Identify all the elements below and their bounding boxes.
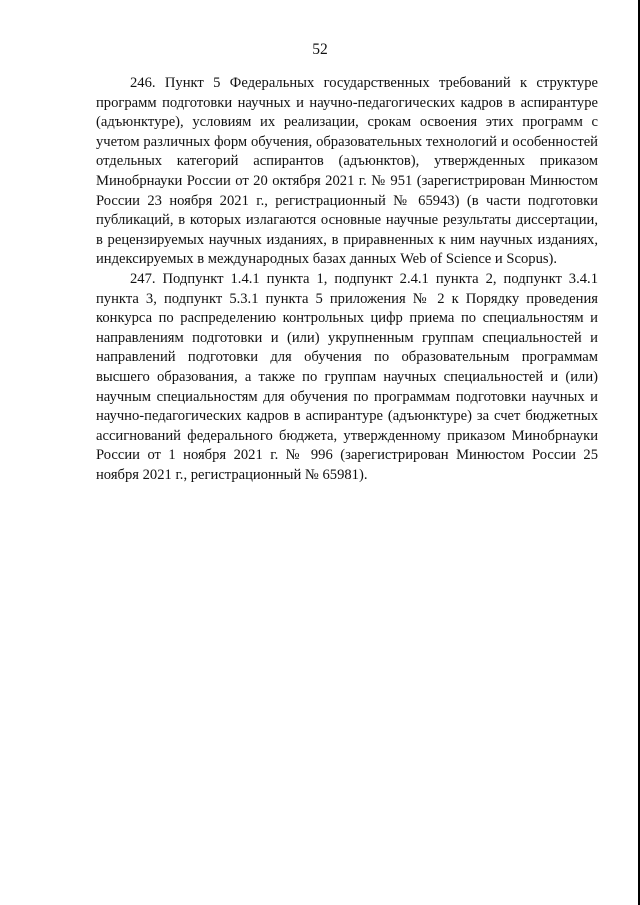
page-number: 52 xyxy=(312,41,328,58)
document-body xyxy=(96,74,598,485)
paragraph-246: 246. Пункт 5 Федеральных государственных требований к структуре программ подготовки научных и научно-педагогических кадров в аспирантуре (адъюнктуре), условиям их реализации, срокам освоения этих программ с учетом различных форм обучения, образовательных технологий и особенностей отдельных категорий аспирантов (адъюнктов), утвержденных приказом Минобрнауки России от 20 октября 2021 г. № 951 (зарегистрирован Минюстом России 23 ноября 2021 г., регистрационный № 65943) (в части подготовки публикаций, в которых излагаются основные научные результаты диссертации, в рецензируемых научных изданиях, в приравненных к ним научных изданиях, индексируемых в международных базах данных Web of Science и Scopus). xyxy=(96,75,598,268)
paragraph-247: 247. Подпункт 1.4.1 пункта 1, подпункт 2.4.1 пункта 2, подпункт 3.4.1 пункта 3, подпункт 5.3.1 пункта 5 приложения № 2 к Порядку проведения конкурса по распределению контрольных цифр приема по специальностям и направлениям подготовки и (или) укрупненным группам специальностей и направлений подготовки для обучения по образовательным программам высшего образования, а также по группам научных специальностей и (или) научным специальностям для обучения по программам подготовки научных и научно-педагогических кадров в аспирантуре (адъюнктуре) за счет бюджетных ассигнований федерального бюджета, утвержденному приказом Минобрнауки России от 1 ноября 2021 г. № 996 (зарегистрирован Минюстом России 25 ноября 2021 г., регистрационный № 65981). xyxy=(96,270,598,483)
